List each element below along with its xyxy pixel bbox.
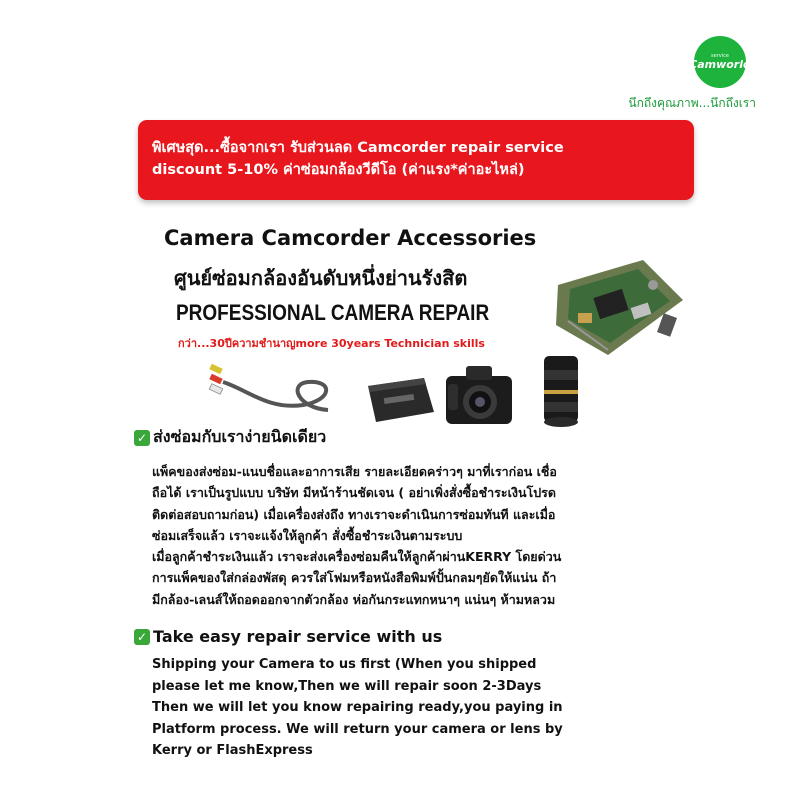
headline-title: Camera Camcorder Accessories: [164, 226, 537, 250]
english-section-title-text: Take easy repair service with us: [153, 627, 443, 646]
headline-thai: ศูนย์ซ่อมกล้องอันดับหนึ่งย่านรังสิต: [174, 266, 468, 290]
circuit-board-icon: [548, 255, 688, 365]
english-line: Shipping your Camera to us first (When you shipped: [152, 657, 537, 672]
english-line: Then we will let you know repairing ready,you paying in: [152, 700, 563, 715]
thai-line: ซ่อมเสร็จแล้ว เราจะแจ้งให้ลูกค้า สั่งซื้อชำระเงินตามระบบ: [152, 527, 463, 543]
thai-section-title-text: ส่งซ่อมกับเราง่ายนิดเดียว: [153, 427, 327, 446]
logo-brand: Camworld: [689, 58, 751, 71]
headline-skills: กว่า...30ปีความชำนาญmore 30years Technician skills: [178, 337, 485, 350]
english-line: Kerry or FlashExpress: [152, 743, 313, 758]
english-section-body: [152, 654, 563, 762]
thai-line: มีกล้อง-เลนส์ให้ถอดออกจากตัวกล้อง ห่อกันกระแทกหนาๆ แน่นๆ ห้ามหลวม: [152, 591, 556, 607]
tagline: นึกถึงคุณภาพ...นึกถึงเรา: [628, 96, 756, 110]
camera-lens-icon: [536, 352, 586, 428]
battery-icon: [364, 372, 438, 424]
thai-line: ถือได้ เราเป็นรูปแบบ บริษัท มีหน้าร้านชัดเจน ( อย่าเพิ่งสั่งซื้อชำระเงินโปรด: [152, 485, 556, 501]
english-section-title: [134, 627, 442, 646]
thai-line: ติดต่อสอบถามก่อน) เมื่อเครื่องส่งถึง ทางเราจะดำเนินการซ่อมทันที และเมื่อ: [152, 506, 556, 522]
banner-line-2: discount 5-10% ค่าซ่อมกล้องวีดีโอ (ค่าแรง*ค่าอะไหล่): [152, 162, 525, 178]
thai-section-title: [134, 425, 326, 450]
check-icon: ✓: [134, 629, 150, 645]
promo-banner: [138, 120, 694, 200]
camworld-logo: [689, 36, 751, 88]
dslr-camera-icon: [442, 362, 516, 428]
english-line: Platform process. We will return your camera or lens by: [152, 721, 563, 737]
thai-line: แพ็คของส่งซ่อม-แนบชื่อและอาการเสีย รายละเอียดคร่าวๆ มาที่เราก่อน เชื่อ: [152, 464, 557, 479]
english-line: please let me know,Then we will repair soon 2-3Days: [152, 678, 542, 694]
thai-section-body: [152, 461, 561, 610]
thai-line: เมื่อลูกค้าชำระเงินแล้ว เราจะส่งเครื่องซ่อมคืนให้ลูกค้าผ่านKERRY โดยด่วน: [152, 549, 562, 565]
logo-small-text: service: [711, 53, 729, 59]
check-icon: ✓: [134, 430, 150, 446]
thai-line: การแพ็คของใส่กล่องพัสดุ ควรใส่โฟมหรือหนังสือพิมพ์ปั้นกลมๆยัดให้แน่น ถ้า: [152, 570, 557, 586]
av-cable-icon: [208, 360, 348, 420]
headline-pro: PROFESSIONAL CAMERA REPAIR: [176, 301, 490, 326]
banner-line-1: พิเศษสุด...ซื้อจากเรา รับส่วนลด Camcorder repair service: [152, 140, 564, 156]
